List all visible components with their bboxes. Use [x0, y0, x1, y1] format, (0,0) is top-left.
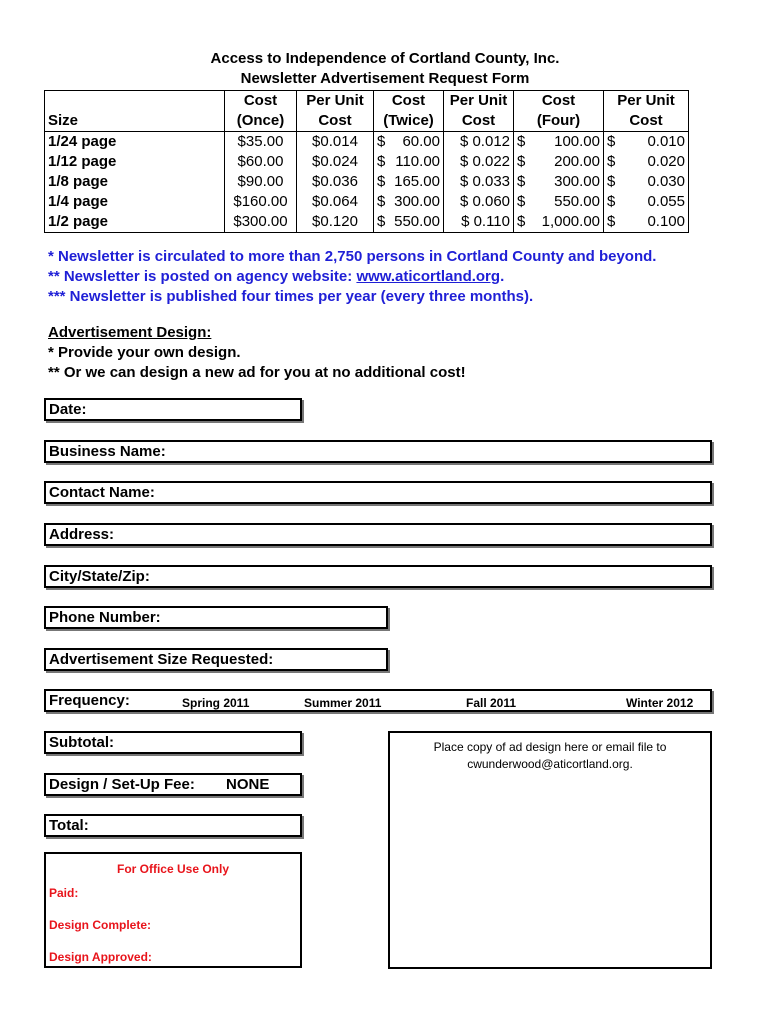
design-option-own: * Provide your own design. — [48, 344, 241, 361]
address-label: Address: — [49, 526, 115, 543]
unit-four-value: 0.100 — [647, 213, 685, 230]
header-cell: (Once) — [225, 111, 297, 132]
unit-four-value: 0.020 — [647, 153, 685, 170]
cost-once-cell: $90.00 — [225, 172, 297, 192]
date-label: Date: — [49, 401, 87, 418]
frequency-option-spring[interactable]: Spring 2011 — [182, 696, 250, 710]
table-row — [45, 152, 689, 172]
phone-number-label: Phone Number: — [49, 609, 161, 626]
table-row — [45, 172, 689, 192]
frequency-option-fall[interactable]: Fall 2011 — [466, 696, 517, 710]
currency-symbol: $ — [517, 193, 526, 210]
unit-four-cell — [604, 172, 689, 192]
frequency-option-summer[interactable]: Summer 2011 — [304, 696, 382, 710]
table-header-row — [45, 111, 689, 132]
currency-symbol: $ — [517, 173, 526, 190]
currency-symbol: $ — [377, 173, 386, 190]
header-cell: Cost — [225, 91, 297, 112]
unit-once-cell: $0.036 — [297, 172, 374, 192]
website-link[interactable]: www.aticortland.org — [356, 268, 501, 285]
header-cell: (Four) — [514, 111, 604, 132]
note-website — [48, 268, 504, 285]
cost-four-cell — [514, 132, 604, 153]
cost-once-cell: $300.00 — [225, 212, 297, 233]
cost-once-cell: $160.00 — [225, 192, 297, 212]
unit-twice-cell: $ 0.060 — [444, 192, 514, 212]
design-fee-label: Design / Set-Up Fee: — [49, 776, 195, 793]
unit-four-cell — [604, 192, 689, 212]
currency-symbol: $ — [377, 193, 386, 210]
header-cell: Per Unit — [604, 91, 689, 112]
pricing-table — [44, 90, 689, 233]
currency-symbol: $ — [607, 213, 616, 230]
subtotal-label: Subtotal: — [49, 734, 114, 751]
frequency-field — [44, 689, 712, 712]
cost-once-cell: $35.00 — [225, 132, 297, 153]
header-cell — [45, 91, 225, 112]
unit-twice-cell: $ 0.110 — [444, 212, 514, 233]
cost-four-cell — [514, 152, 604, 172]
cost-twice-value: 300.00 — [394, 193, 440, 210]
header-cell: Per Unit — [444, 91, 514, 112]
cost-four-value: 300.00 — [554, 173, 600, 190]
design-option-new: ** Or we can design a new ad for you at no additional cost! — [48, 364, 466, 381]
cost-once-cell: $60.00 — [225, 152, 297, 172]
business-name-field[interactable] — [44, 440, 712, 463]
cost-twice-value: 550.00 — [394, 213, 440, 230]
unit-four-cell — [604, 132, 689, 153]
design-fee-value: NONE — [226, 776, 270, 793]
size-cell: 1/24 page — [45, 132, 225, 153]
size-cell: 1/2 page — [45, 212, 225, 233]
table-header-row — [45, 91, 689, 112]
currency-symbol: $ — [377, 133, 386, 150]
header-cell: Size — [45, 111, 225, 132]
header-cell: (Twice) — [374, 111, 444, 132]
total-field[interactable] — [44, 814, 302, 837]
ad-box-instruction: Place copy of ad design here or email file to — [433, 740, 667, 754]
unit-four-cell — [604, 212, 689, 233]
design-heading: Advertisement Design: — [48, 324, 212, 341]
cost-twice-value: 60.00 — [402, 133, 440, 150]
cost-four-value: 200.00 — [554, 153, 600, 170]
phone-number-field[interactable] — [44, 606, 388, 629]
currency-symbol: $ — [517, 213, 526, 230]
unit-four-cell — [604, 152, 689, 172]
cost-four-cell — [514, 212, 604, 233]
table-row — [45, 132, 689, 153]
office-design-approved-label: Design Approved: — [49, 950, 152, 964]
unit-twice-cell: $ 0.033 — [444, 172, 514, 192]
unit-four-value: 0.010 — [647, 133, 685, 150]
cost-four-value: 1,000.00 — [541, 213, 600, 230]
unit-once-cell: $0.024 — [297, 152, 374, 172]
size-cell: 1/4 page — [45, 192, 225, 212]
city-state-zip-label: City/State/Zip: — [49, 568, 150, 585]
size-cell: 1/12 page — [45, 152, 225, 172]
table-row — [45, 212, 689, 233]
cost-four-value: 550.00 — [554, 193, 600, 210]
header-cell: Cost — [374, 91, 444, 112]
header-cell: Cost — [297, 111, 374, 132]
unit-once-cell: $0.064 — [297, 192, 374, 212]
unit-twice-cell: $ 0.012 — [444, 132, 514, 153]
form-title: Newsletter Advertisement Request Form — [240, 70, 530, 87]
unit-once-cell: $0.014 — [297, 132, 374, 153]
date-field[interactable] — [44, 398, 302, 421]
ad-box-email: cwunderwood@aticortland.org. — [467, 757, 633, 771]
size-cell: 1/8 page — [45, 172, 225, 192]
subtotal-field[interactable] — [44, 731, 302, 754]
office-paid-label: Paid: — [49, 886, 79, 900]
currency-symbol: $ — [607, 153, 616, 170]
header-cell: Cost — [514, 91, 604, 112]
ad-design-placement-box[interactable] — [388, 731, 712, 969]
cost-twice-cell — [374, 132, 444, 153]
contact-name-label: Contact Name: — [49, 484, 155, 501]
currency-symbol: $ — [377, 213, 386, 230]
cost-four-value: 100.00 — [554, 133, 600, 150]
total-label: Total: — [49, 817, 89, 834]
cost-twice-value: 110.00 — [395, 153, 440, 170]
cost-four-cell — [514, 192, 604, 212]
cost-twice-value: 165.00 — [394, 173, 440, 190]
note-website-period: . — [500, 268, 505, 285]
unit-four-value: 0.055 — [647, 193, 685, 210]
note-circulation: * Newsletter is circulated to more than 2,750 persons in Cortland County and beyond. — [48, 248, 657, 265]
city-state-zip-field[interactable] — [44, 565, 712, 588]
office-use-heading: For Office Use Only — [116, 862, 230, 876]
contact-name-field[interactable] — [44, 481, 712, 504]
header-cell: Cost — [444, 111, 514, 132]
ad-size-label: Advertisement Size Requested: — [49, 651, 274, 668]
cost-twice-cell — [374, 152, 444, 172]
unit-twice-cell: $ 0.022 — [444, 152, 514, 172]
header-cell: Cost — [604, 111, 689, 132]
frequency-label: Frequency: — [49, 692, 130, 709]
cost-twice-cell — [374, 172, 444, 192]
header-cell: Per Unit — [297, 91, 374, 112]
table-row — [45, 192, 689, 212]
note-frequency: *** Newsletter is published four times per year (every three months). — [48, 288, 534, 305]
currency-symbol: $ — [377, 153, 386, 170]
design-fee-field[interactable] — [44, 773, 302, 796]
frequency-option-winter[interactable]: Winter 2012 — [626, 696, 694, 710]
office-design-complete-label: Design Complete: — [49, 918, 152, 932]
business-name-label: Business Name: — [49, 443, 166, 460]
address-field[interactable] — [44, 523, 712, 546]
currency-symbol: $ — [517, 133, 526, 150]
currency-symbol: $ — [607, 133, 616, 150]
note-website-text: ** Newsletter is posted on agency website: — [48, 268, 357, 285]
form-org-title: Access to Independence of Cortland County, Inc. — [210, 50, 560, 67]
currency-symbol: $ — [607, 173, 616, 190]
office-use-box — [44, 852, 302, 968]
unit-once-cell: $0.120 — [297, 212, 374, 233]
cost-twice-cell — [374, 192, 444, 212]
cost-four-cell — [514, 172, 604, 192]
cost-twice-cell — [374, 212, 444, 233]
currency-symbol: $ — [517, 153, 526, 170]
currency-symbol: $ — [607, 193, 616, 210]
ad-size-field[interactable] — [44, 648, 388, 671]
unit-four-value: 0.030 — [647, 173, 685, 190]
